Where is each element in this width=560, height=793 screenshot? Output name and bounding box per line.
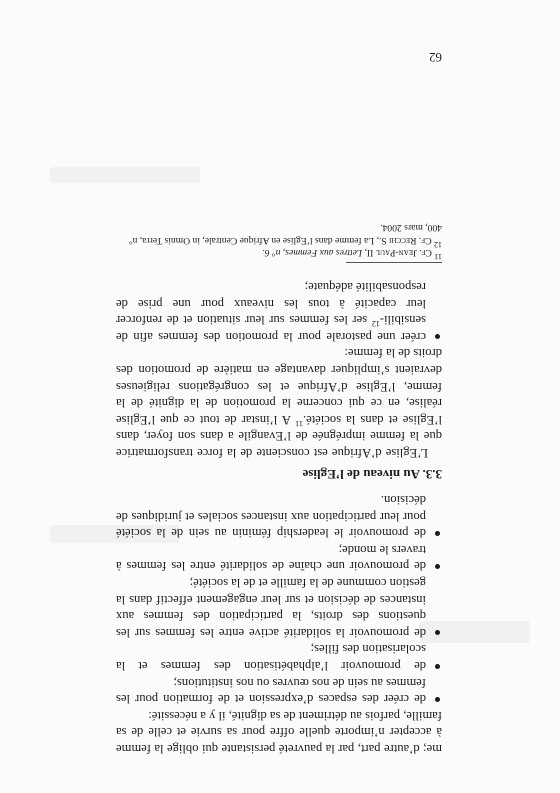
list-item: de promouvoir l’alphabétisation des femmes et la scolarisation des filles; — [116, 641, 442, 674]
bullet-icon — [435, 531, 440, 536]
list-item: de promouvoir le leadership féminin au sein de la société pour leur participation aux instances sociales et juridiques de décision. — [116, 492, 442, 542]
list-item: de promouvoir la solidarité active entre les femmes sur les questions des droits, la participation des femmes aux instances de décision et sur leur engagement effectif dans la gestion commune de la famille et de la société; — [116, 574, 442, 640]
bullet-list-society — [116, 492, 442, 708]
footnote: $^{12}$ Cf. Recchi S., La femme dans l’Eglise en Afrique Centrale, in Omnis Terra, n° 400, mars 2004. — [128, 222, 442, 249]
page-number: 62 — [429, 50, 442, 65]
list-item: de promouvoir une chaîne de solidarité entre les femmes à travers le monde; — [116, 541, 442, 574]
bullet-icon — [435, 334, 440, 339]
bullet-icon — [435, 664, 440, 669]
footnote: $^{11}$ Cf. Jean-Paul II, Lettres aux Femmes, n° 6. — [262, 247, 442, 262]
bullet-list-church — [116, 278, 442, 344]
footnote-marker: 12 — [371, 319, 380, 329]
section-heading: 3.3. Au niveau de l’Eglise — [302, 467, 442, 483]
scan-bleed-through — [50, 167, 200, 183]
footnote-divider — [346, 262, 442, 263]
body-text — [116, 221, 442, 757]
list-item: de créer des espaces d’expression et de formation pour les femmes au sein de nos œuvres ou nos institutions; — [116, 674, 442, 707]
list-item: créer une pastorale pour la promotion des femmes afin de sensibili-$^{12}$ ser les femmes sur leur situation et de renforcer leur capacité à tous les niveaux pour une prise de responsabilité adéquate; — [116, 278, 442, 344]
church-paragraph: L’Eglise d’Afrique est consciente de la force transformatrice que la femme imprégnée de l’Evangile a dans son foyer, dans l’Eglise et dans la société.$^{11}$ A l’instar de tout ce que l’Eglise réalise, en ce qui concerne la promotion de la dignité de la femme, l’Eglise d’Afrique et les congrégations religieuses devraient s’impliquer davantage en matière de promotion des droits de la femme: — [116, 346, 442, 460]
bullet-icon — [435, 630, 440, 635]
bullet-icon — [435, 564, 440, 569]
footnote-marker: 11 — [295, 418, 303, 428]
bullet-icon — [435, 697, 440, 702]
intro-paragraph: me; d’autre part, par la pauvreté persistante qui oblige la femme à accepter n’importe quelle offre pour sa survie et celle de sa famille, parfois au détriment de sa dignité, il y a nécessité: — [116, 708, 442, 756]
